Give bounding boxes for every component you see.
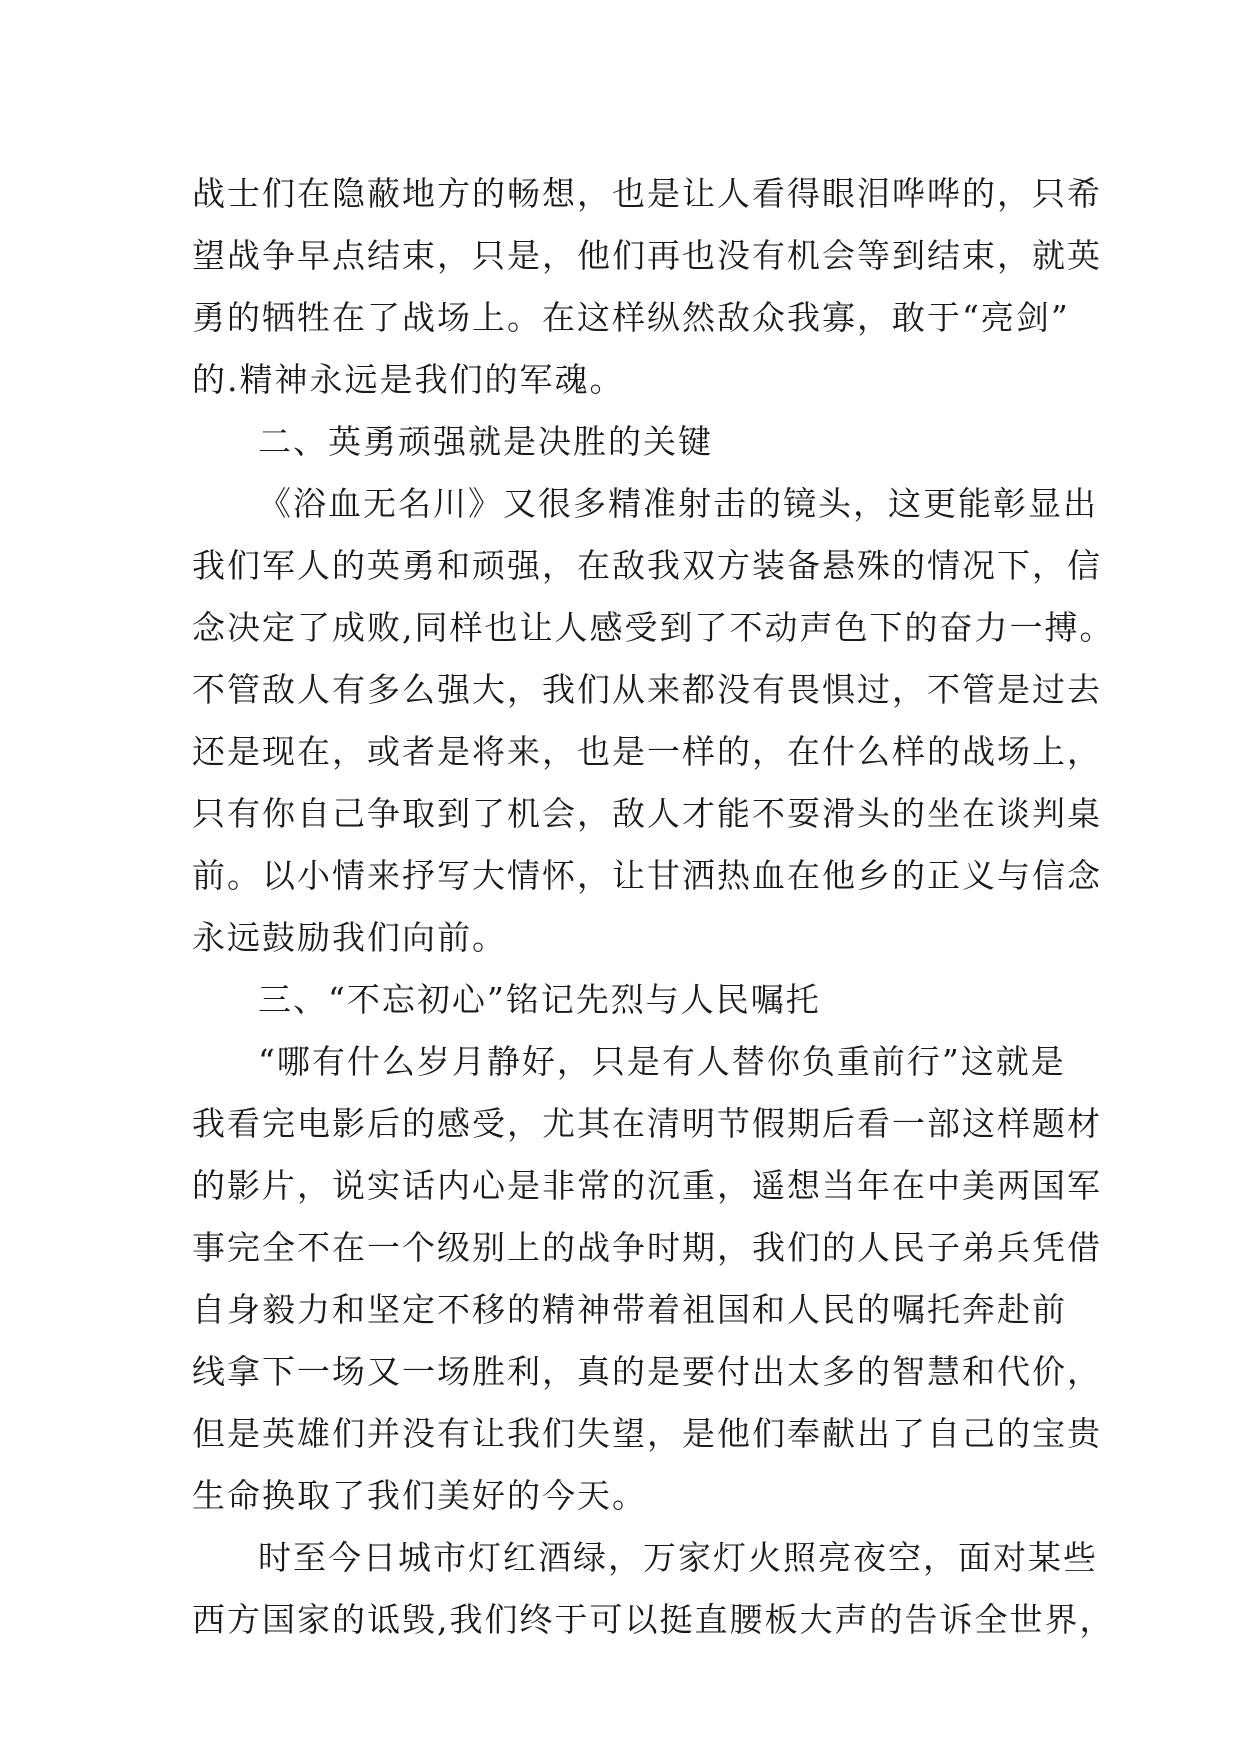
text-line: 但是英雄们并没有让我们失望，是他们奉献出了自己的宝贵	[192, 1414, 1102, 1453]
text-line: 前。以小情来抒写大情怀，让甘洒热血在他乡的正义与信念	[192, 856, 1102, 895]
text-line: 《浴血无名川》又很多精准射击的镜头，这更能彰显出	[258, 484, 1098, 523]
text-line: 念决定了成败,同样也让人感受到了不动声色下的奋力一搏。	[192, 608, 1115, 647]
text-line: 不管敌人有多么强大，我们从来都没有畏惧过，不管是过去	[192, 670, 1102, 709]
text-line: 只有你自己争取到了机会，敌人才能不耍滑头的坐在谈判桌	[192, 794, 1102, 833]
text-line: 还是现在，或者是将来，也是一样的，在什么样的战场上，	[192, 732, 1102, 771]
text-line: 事完全不在一个级别上的战争时期，我们的人民子弟兵凭借	[192, 1228, 1102, 1267]
section-heading: 三、“不忘初心”铭记先烈与人民嘱托	[258, 980, 821, 1019]
body-text	[192, 163, 1115, 1651]
text-line: 永远鼓励我们向前。	[192, 918, 507, 957]
text-line: 望战争早点结束，只是，他们再也没有机会等到结束，就英	[192, 236, 1102, 275]
text-line: 生命换取了我们美好的今天。	[192, 1476, 647, 1515]
text-line: 我们军人的英勇和顽强，在敌我双方装备悬殊的情况下，信	[192, 546, 1102, 585]
text-line: 的影片，说实话内心是非常的沉重，遥想当年在中美两国军	[192, 1166, 1102, 1205]
text-line: 西方国家的诋毁,我们终于可以挺直腰板大声的告诉全世界，	[192, 1600, 1115, 1639]
text-line: 战士们在隐蔽地方的畅想，也是让人看得眼泪哗哗的，只希	[192, 174, 1102, 213]
text-line: 自身毅力和坚定不移的精神带着祖国和人民的嘱托奔赴前	[192, 1290, 1067, 1329]
text-line: 我看完电影后的感受，尤其在清明节假期后看一部这样题材	[192, 1104, 1102, 1143]
text-line: 线拿下一场又一场胜利，真的是要付出太多的智慧和代价，	[192, 1352, 1102, 1391]
text-line: 勇的牺牲在了战场上。在这样纵然敌众我寡，敢于“亮剑”	[192, 298, 1070, 337]
text-line: 的.精神永远是我们的军魂。	[192, 360, 625, 399]
section-heading: 二、英勇顽强就是决胜的关键	[258, 422, 713, 461]
text-line: “哪有什么岁月静好，只是有人替你负重前行”这就是	[258, 1042, 1066, 1081]
text-line: 时至今日城市灯红酒绿，万家灯火照亮夜空，面对某些	[258, 1538, 1098, 1577]
